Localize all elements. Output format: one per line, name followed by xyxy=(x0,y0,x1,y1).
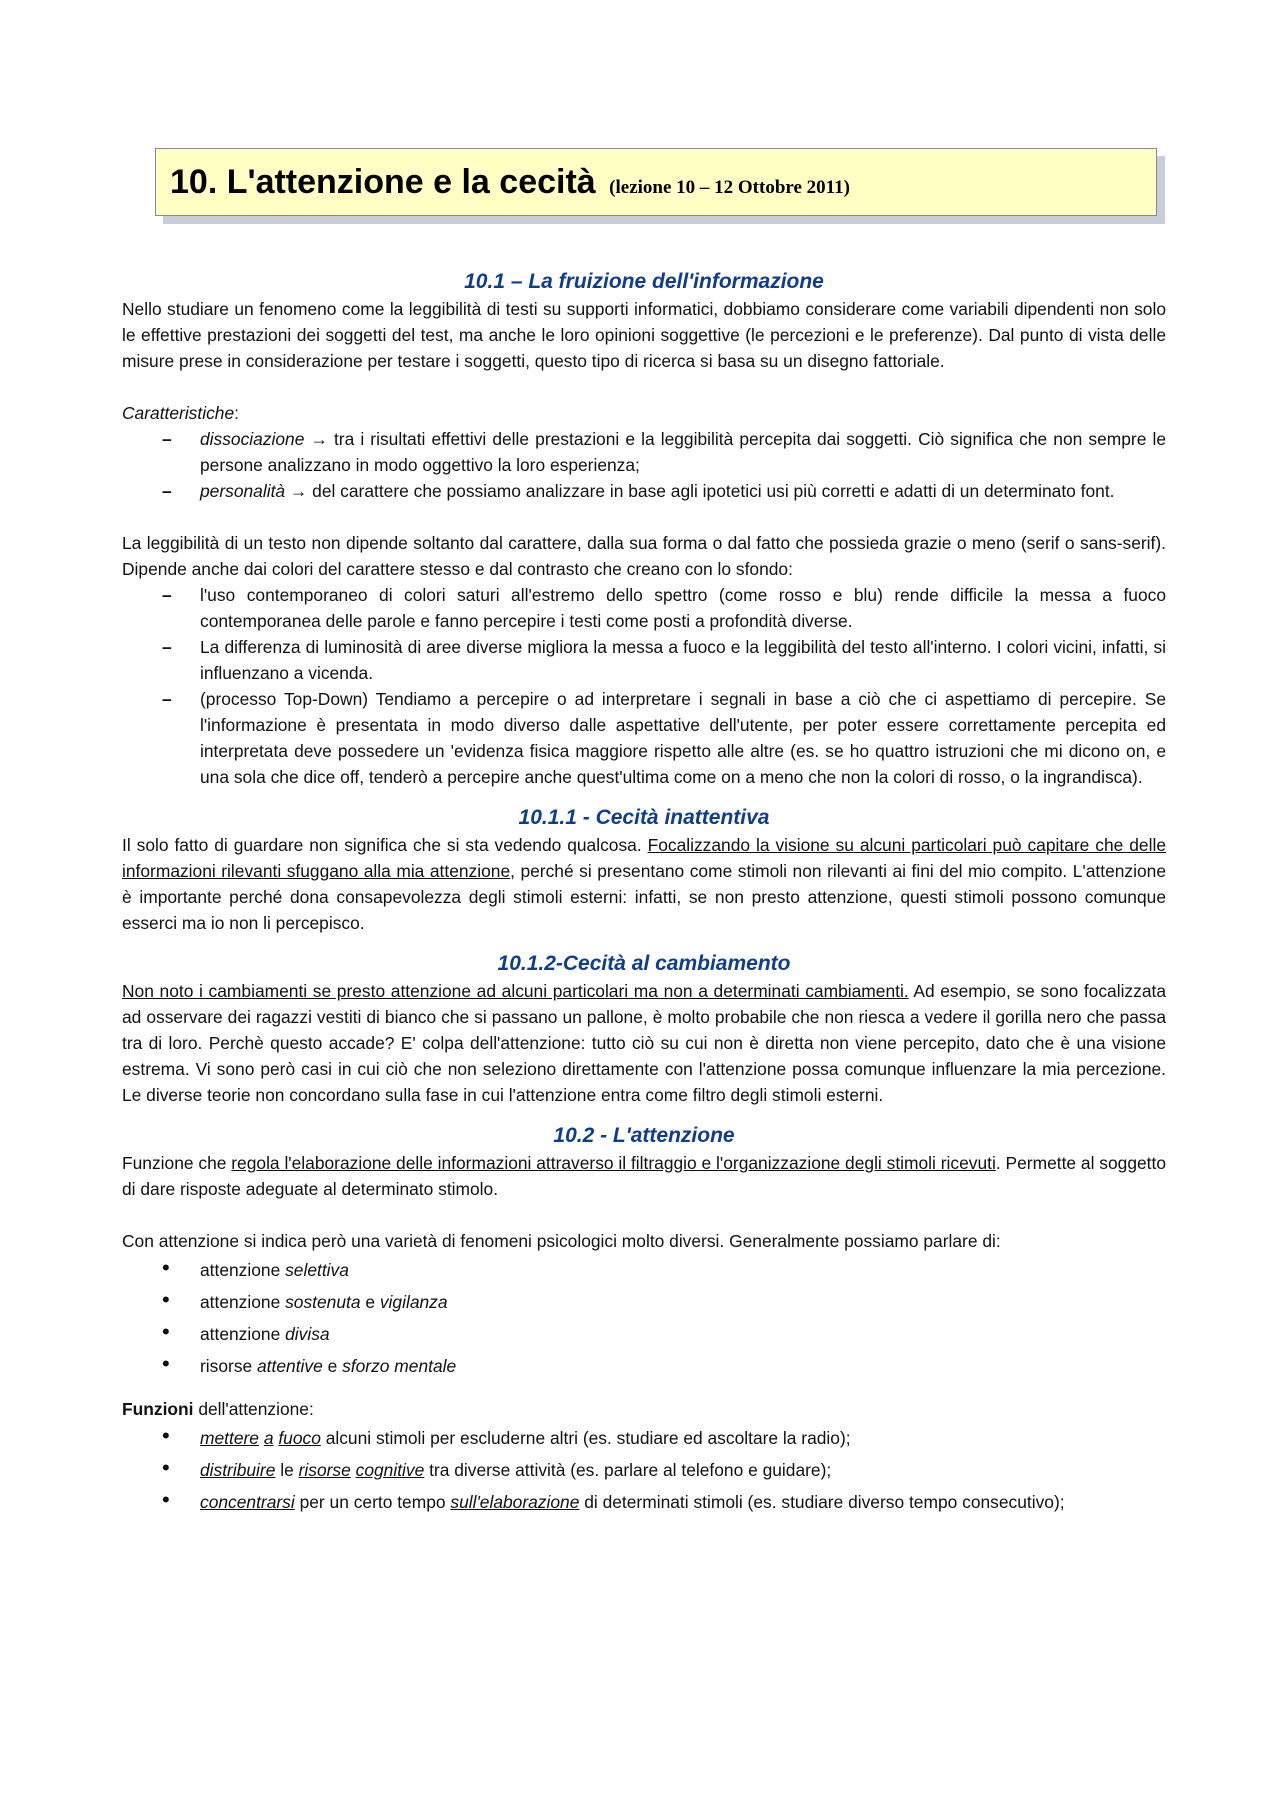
list-item: – (processo Top-Down) Tendiamo a percepire o ad interpretare i segnali in base a ciò che ci aspettiamo di percepire. Se l'informazione è presentata in modo diverso dalle aspettative dell'utente, per poter essere correttamente percepita ed interpretata deve possedere un 'evidenza fisica maggiore rispetto alle altre (es. se ho quattro istruzioni che mi dicono on, e una sola che dice off, tenderò a percepire anche quest'ultima come on a meno che non la colori di rosso, o la ingrandisca). xyxy=(122,686,1166,790)
color-factors-list xyxy=(122,582,1166,790)
paragraph-cecita-cambiamento: Non noto i cambiamenti se presto attenzione ad alcuni particolari ma non a determinati cambiamenti. Ad esempio, se sono focalizzata ad osservare dei ragazzi vestiti di bianco che si passano un pallone, è molto probabile che non riesca a vedere il gorilla nero che passa tra di loro. Perchè questo accade? E' colpa dell'attenzione: tutto ciò su cui non è diretta non viene percepito, dato che è una visione estrema. Vi sono però casi in cui ciò che non seleziono direttamente con l'attenzione possa comunque influenzare la mia percezione. Le diverse teorie non concordano sulla fase in cui l'attenzione entra come filtro degli stimoli esterni. xyxy=(122,981,1166,1105)
list-item: – personalità → del carattere che possiamo analizzare in base agli ipotetici usi più corretti e adatti di un determinato font. xyxy=(122,478,1166,504)
list-item: • attenzione sostenuta e vigilanza xyxy=(122,1286,1166,1318)
list-item: • attenzione selettiva xyxy=(122,1254,1166,1286)
list-item: • distribuire le risorse cognitive tra diverse attività (es. parlare al telefono e guidare); xyxy=(122,1454,1166,1486)
chapter-title-lesson: (lezione 10 – 12 Ottobre 2011) xyxy=(609,177,850,198)
section-heading-10-2: 10.2 - L'attenzione xyxy=(553,1124,735,1147)
attention-types-list xyxy=(122,1254,1166,1382)
chapter-title xyxy=(170,163,850,202)
chapter-title-main: 10. L'attenzione e la cecità xyxy=(170,163,596,201)
list-item: – l'uso contemporaneo di colori saturi all'estremo dello spettro (come rosso e blu) rende difficile la messa a fuoco contemporanea delle parole e fanno percepire i testi come posti a profondità diverse. xyxy=(122,582,1166,634)
paragraph-cecita-inattentiva: Il solo fatto di guardare non significa che si sta vedendo qualcosa. Focalizzando la visione su alcuni particolari può capitare che delle informazioni rilevanti sfuggano alla mia attenzione, perché si presentano come stimoli non rilevanti ai fini del mio compito. L'attenzione è importante perché dona consapevolezza degli stimoli esterni: infatti, se non presto attenzione, questi stimoli possono comunque esserci ma io non li percepisco. xyxy=(122,835,1166,933)
list-item: – La differenza di luminosità di aree diverse migliora la messa a fuoco e la leggibilità del testo all'interno. I colori vicini, infatti, si influenzano a vicenda. xyxy=(122,634,1166,686)
list-item: • mettere a fuoco alcuni stimoli per escluderne altri (es. studiare ed ascoltare la radio); xyxy=(122,1422,1166,1454)
list-item: • concentrarsi per un certo tempo sull'elaborazione di determinati stimoli (es. studiare diverso tempo consecutivo); xyxy=(122,1486,1166,1518)
section-heading-10-1-2: 10.1.2-Cecità al cambiamento xyxy=(497,952,791,975)
characteristics-label: Caratteristiche: xyxy=(122,403,239,423)
characteristics-list xyxy=(122,426,1166,504)
document-body xyxy=(122,268,1166,1518)
paragraph-attenzione-varieta: Con attenzione si indica però una varietà di fenomeni psicologici molto diversi. Generalmente possiamo parlare di: xyxy=(122,1231,1001,1251)
paragraph-leggibilita: La leggibilità di un testo non dipende soltanto dal carattere, dalla sua forma o dal fatto che possieda grazie o meno (serif o sans-serif). Dipende anche dai colori del carattere stesso e dal contrasto che creano con lo sfondo: xyxy=(122,533,1166,579)
paragraph-attenzione-def: Funzione che regola l'elaborazione delle informazioni attraverso il filtraggio e l'organizzazione degli stimoli ricevuti. Permette al soggetto di dare risposte adeguate al determinato stimolo. xyxy=(122,1153,1167,1199)
functions-label: Funzioni dell'attenzione: xyxy=(122,1399,314,1419)
chapter-title-box xyxy=(155,148,1157,216)
section-heading-10-1-1: 10.1.1 - Cecità inattentiva xyxy=(518,806,770,829)
list-item: – dissociazione → tra i risultati effettivi delle prestazioni e la leggibilità percepita dai soggetti. Ciò significa che non sempre le persone analizzano in modo oggettivo la loro esperienza; xyxy=(122,426,1166,478)
attention-functions-list xyxy=(122,1422,1166,1518)
list-item: • risorse attentive e sforzo mentale xyxy=(122,1350,1166,1382)
paragraph-fruizione: Nello studiare un fenomeno come la leggibilità di testi su supporti informatici, dobbiamo considerare come variabili dipendenti non solo le effettive prestazioni dei soggetti del test, ma anche le loro opinioni soggettive (le percezioni e le preferenze). Dal punto di vista delle misure prese in considerazione per testare i soggetti, questo tipo di ricerca si basa su un disegno fattoriale. xyxy=(122,299,1166,371)
section-heading-10-1: 10.1 – La fruizione dell'informazione xyxy=(464,270,824,293)
list-item: • attenzione divisa xyxy=(122,1318,1166,1350)
